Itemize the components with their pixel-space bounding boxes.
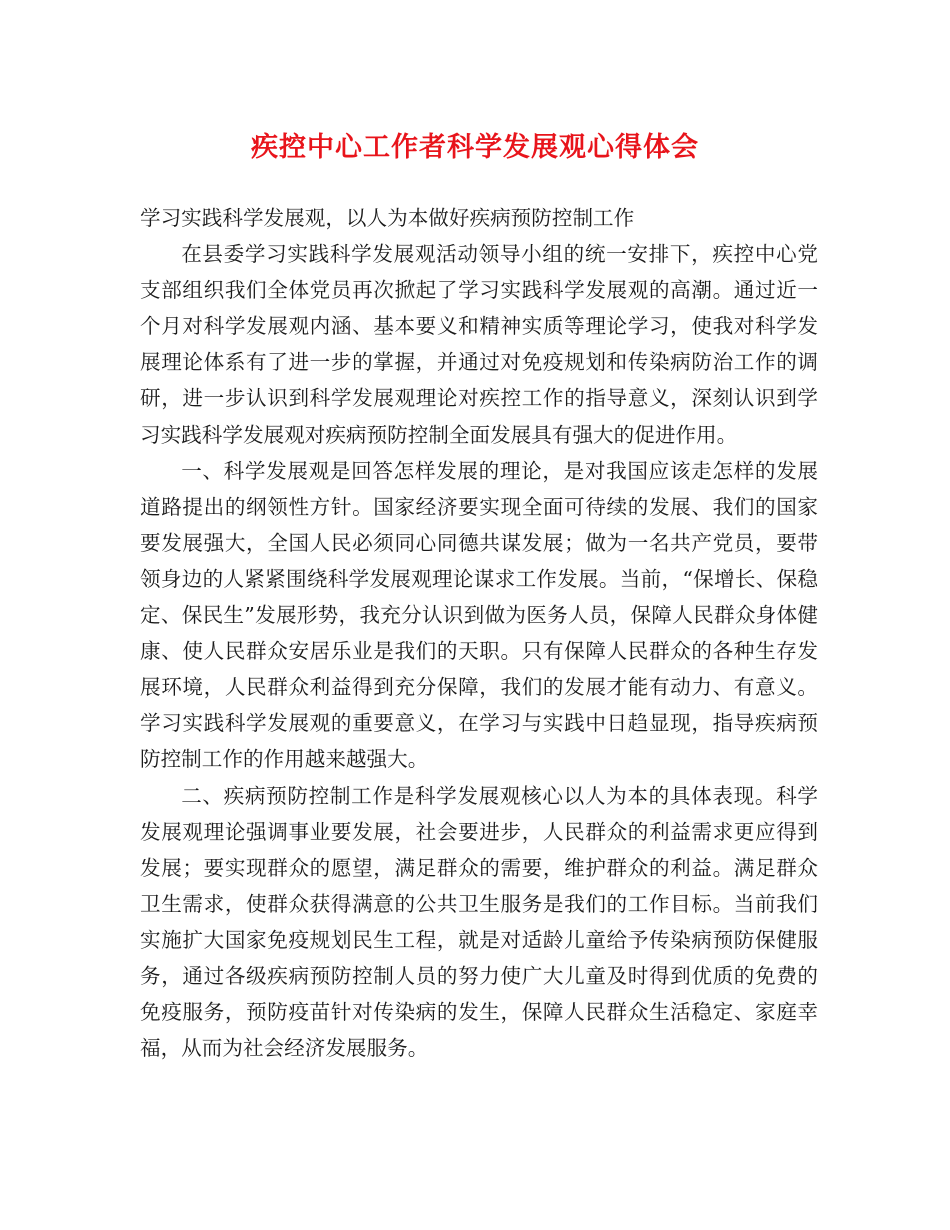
document-subtitle: 学习实践科学发展观，以人为本做好疾病预防控制工作 [140, 206, 635, 230]
paragraph-intro: 在县委学习实践科学发展观活动领导小组的统一安排下，疾控中心党支部组织我们全体党员再次掀起了学习实践科学发展观的高潮。通过近一个月对科学发展观内涵、基本要义和精神实质等理论学习，使我对科学发展理论体系有了进一步的掌握，并通过对免疫规划和传染病防治工作的调研，进一步认识到科学发展观理论对疾控工作的指导意义，深刻认识到学习实践科学发展观对疾病预防控制全面发展具有强大的促进作用。 [140, 242, 818, 447]
document-body [140, 200, 818, 1066]
paragraph-section-2: 二、疾病预防控制工作是科学发展观核心以人为本的具体表现。科学发展观理论强调事业要发展，社会要进步，人民群众的利益需求更应得到发展；要实现群众的愿望，满足群众的需要，维护群众的利益。满足群众卫生需求，使群众获得满意的公共卫生服务是我们的工作目标。当前我们实施扩大国家免疫规划民生工程，就是对适龄儿童给予传染病预防保健服务，通过各级疾病预防控制人员的努力使广大儿童及时得到优质的免费的免疫服务，预防疫苗针对传染病的发生，保障人民群众生活稳定、家庭幸福，从而为社会经济发展服务。 [140, 783, 818, 1061]
document-title: 疾控中心工作者科学发展观心得体会 [251, 132, 699, 163]
paragraph-section-1: 一、科学发展观是回答怎样发展的理论，是对我国应该走怎样的发展道路提出的纲领性方针。国家经济要实现全面可待续的发展、我们的国家要发展强大，全国人民必须同心同德共谋发展；做为一名共产党员，要带领身边的人紧紧围绕科学发展观理论谋求工作发展。当前，“保增长、保稳定、保民生”发展形势，我充分认识到做为医务人员，保障人民群众身体健康、使人民群众安居乐业是我们的天职。只有保障人民群众的各种生存发展环境，人民群众利益得到充分保障，我们的发展才能有动力、有意义。学习实践科学发展观的重要意义，在学习与实践中日趋显现，指导疾病预防控制工作的作用越来越强大。 [140, 458, 818, 772]
